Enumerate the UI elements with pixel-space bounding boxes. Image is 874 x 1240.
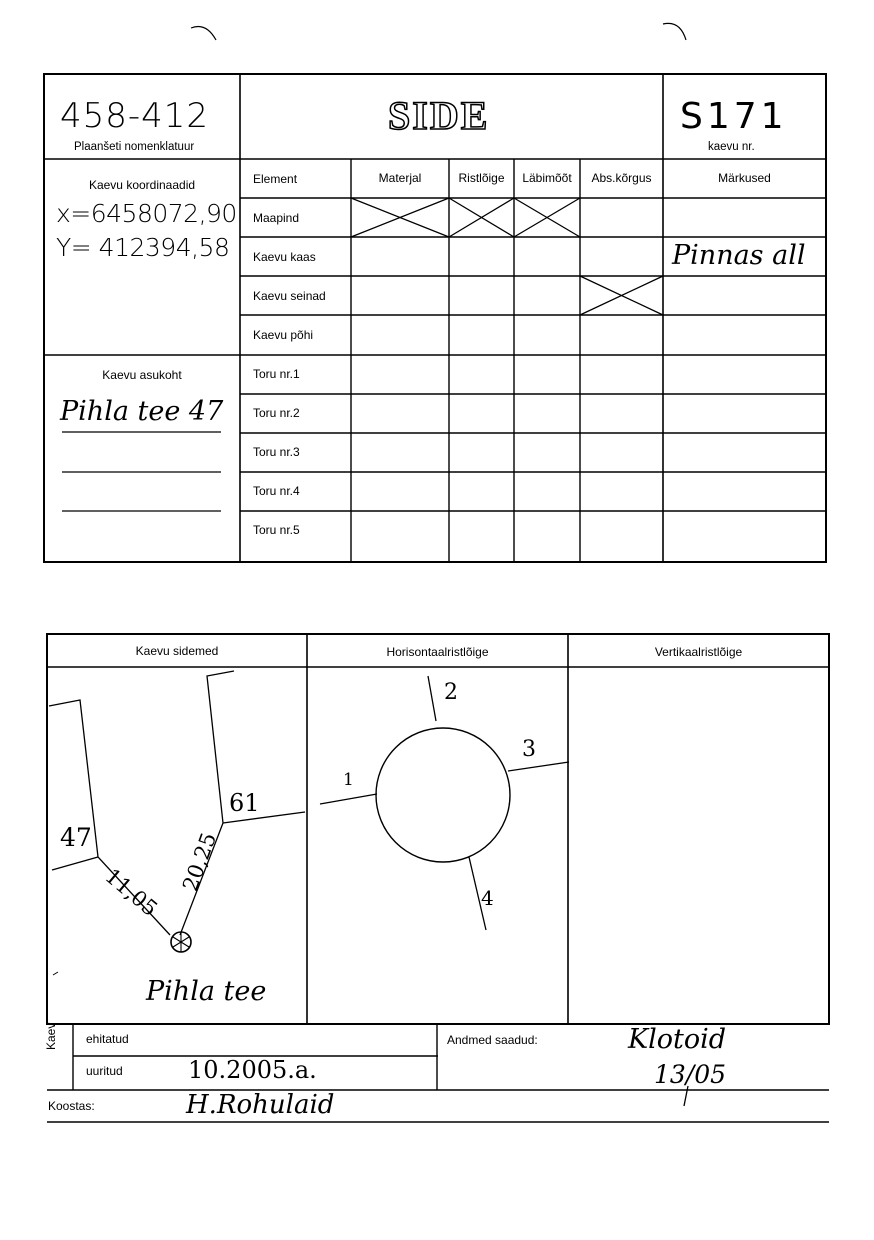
footer-data-value: Klotoid	[628, 1024, 727, 1055]
row-label-maapind: Maapind	[253, 211, 300, 225]
pipe-label-1: 1	[343, 770, 354, 790]
row-label-toru-2: Toru nr.2	[253, 406, 300, 420]
well-label: kaevu nr.	[708, 141, 755, 153]
footer-data-label: Andmed saadud:	[447, 1033, 538, 1047]
plan-number: 458-412	[60, 96, 210, 136]
col-header-diameter: Läbimõõt	[522, 171, 572, 185]
row-label-kaevu-seinad: Kaevu seinad	[253, 289, 326, 303]
location-label: Kaevu asukoht	[102, 368, 182, 382]
remark-kaas: Pinnas all	[672, 240, 806, 271]
tie-distance-a: 11,05	[100, 864, 163, 922]
col-header-material: Materjal	[378, 171, 422, 185]
col-header-abs-height: Abs.kõrgus	[591, 171, 652, 185]
footer-compiled-label: Koostas:	[48, 1099, 95, 1113]
row-label-toru-3: Toru nr.3	[253, 445, 300, 459]
sketch-header-horizontal: Horisontaalristlõige	[386, 645, 489, 659]
footer-date-value: 13/05	[654, 1060, 727, 1089]
row-label-kaevu-pohi: Kaevu põhi	[253, 328, 314, 342]
col-header-remarks: Märkused	[718, 171, 771, 185]
row-label-toru-1: Toru nr.1	[253, 367, 300, 381]
row-label-toru-4: Toru nr.4	[253, 484, 300, 498]
coordinates-label: Kaevu koordinaadid	[88, 178, 196, 192]
well-cross-section	[376, 728, 510, 862]
footer-side-label: Kaev	[44, 1022, 58, 1050]
footer-compiled-value: H.Rohulaid	[186, 1090, 335, 1120]
pipe-label-2: 2	[444, 680, 458, 705]
coordinate-x: x=6458072,90	[56, 199, 237, 228]
page-title: SIDE	[388, 93, 490, 138]
row-label-kaevu-kaas: Kaevu kaas	[253, 250, 316, 264]
sketch-header-ties: Kaevu sidemed	[135, 644, 219, 658]
well-number: S171	[680, 96, 788, 137]
punch-mark-left	[191, 27, 216, 41]
location-value: Pihla tee 47	[60, 396, 224, 427]
footer-updated-value: 10.2005.a.	[188, 1056, 317, 1084]
building-number-47: 47	[60, 823, 92, 852]
col-header-element: Element	[253, 172, 298, 186]
building-number-61: 61	[229, 789, 260, 817]
pipe-label-3: 3	[522, 737, 536, 762]
sketch-header-vertical: Vertikaalristlõige	[654, 645, 743, 659]
bottom-block-border	[47, 634, 829, 1024]
plan-label: Plaanšeti nomenklatuur	[74, 141, 195, 153]
tie-distance-b: 20,25	[178, 829, 222, 895]
coordinate-y: Y= 412394,58	[56, 233, 230, 262]
footer-updated-label: uuritud	[86, 1064, 123, 1078]
footer-built-label: ehitatud	[86, 1032, 129, 1046]
col-header-cross-section: Ristlõige	[458, 171, 505, 185]
pipe-label-4: 4	[481, 886, 494, 910]
row-label-toru-5: Toru nr.5	[253, 523, 300, 537]
punch-mark-right	[663, 23, 686, 40]
building-61-outline	[180, 671, 234, 935]
street-name: Pihla tee	[146, 976, 267, 1007]
